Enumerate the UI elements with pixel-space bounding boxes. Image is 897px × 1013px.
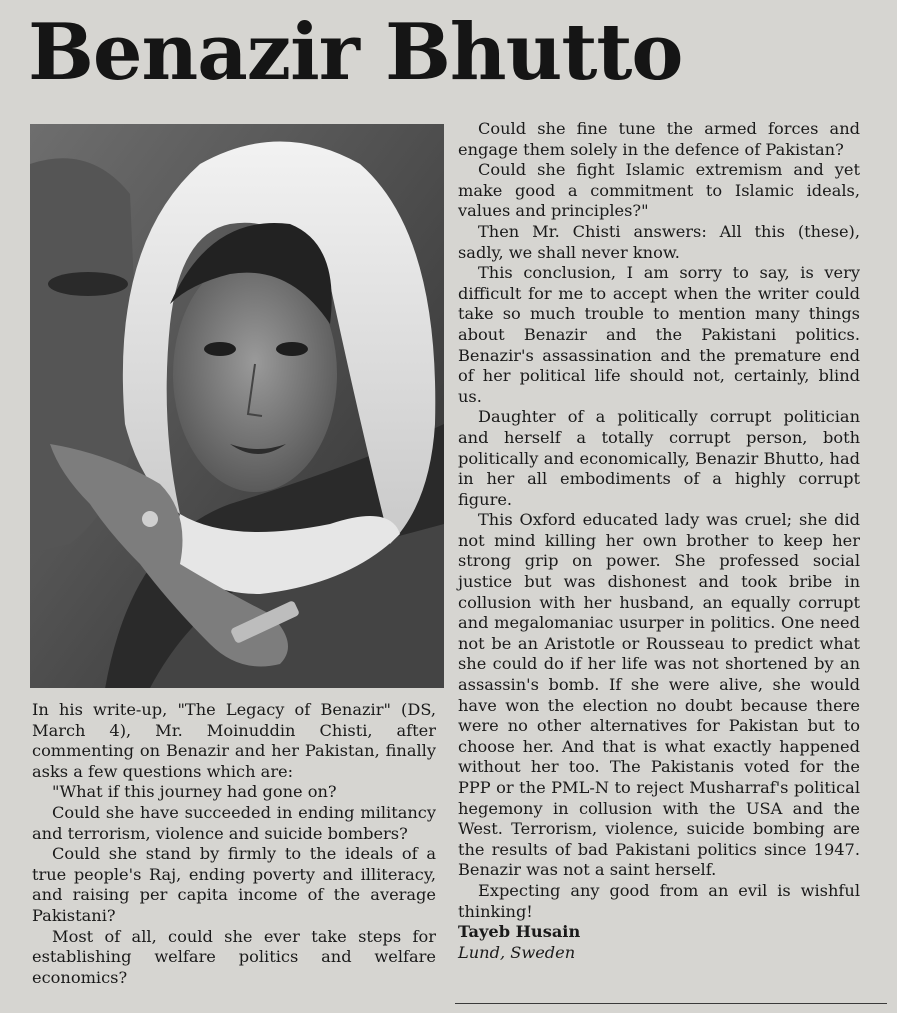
bottom-divider <box>455 1003 887 1004</box>
paragraph: Could she fine tune the armed forces and engage them solely in the defence of Pakistan? <box>458 119 860 159</box>
portrait-photo <box>30 124 444 688</box>
paragraph: This Oxford educated lady was cruel; she did not mind killing her own brother to keep her strong grip on power. She professed social justice but was dishonest and took bribe in collusion with her husband, an equally corrupt and megalomaniac usurper in politics. One need not be an Aristotle or Rousseau to predict what she could do if her life was not shortened by an assassin's bomb. If she were alive, she would have won the election no doubt because there were no other alternatives for Pakistan but to choose her. And that is what exactly happened without her too. The Pakistanis voted for the PPP or the PML-N to reject Musharraf's political hegemony in collusion with the USA and the West. Terrorism, violence, suicide bombing are the results of bad Pakistani politics since 1947. Benazir was not a saint herself. <box>458 510 860 880</box>
paragraph: Could she have succeeded in ending militancy and terrorism, violence and suicide bombers? <box>32 802 436 843</box>
paragraph: Could she fight Islamic extremism and yet make good a commitment to Islamic ideals, values and principles?" <box>458 160 860 221</box>
paragraph: In his write-up, "The Legacy of Benazir" (DS, March 4), Mr. Moinuddin Chisti, after commenting on Benazir and her Pakistan, finally asks a few questions which are: <box>32 700 436 781</box>
portrait-image <box>30 124 444 688</box>
paragraph: Then Mr. Chisti answers: All this (these), sadly, we shall never know. <box>458 221 860 262</box>
paragraph: Most of all, could she ever take steps for establishing welfare politics and welfare economics? <box>32 926 436 987</box>
right-column <box>458 119 860 963</box>
paragraph: Daughter of a politically corrupt politician and herself a totally corrupt person, both politically and economically, Benazir Bhutto, had in her all embodiments of a highly corrupt figure. <box>458 407 860 509</box>
paragraph: Could she stand by firmly to the ideals of a true people's Raj, ending poverty and illiteracy, and raising per capita income of the average Pakistani? <box>32 844 436 925</box>
paragraph: Expecting any good from an evil is wishful thinking! <box>458 880 860 921</box>
paragraph: This conclusion, I am sorry to say, is very difficult for me to accept when the writer could take so much trouble to mention many things about Benazir and the Pakistani politics. Benazir's assassination and the premature end of her political life should not, certainly, blind us. <box>458 263 860 406</box>
left-column <box>32 700 436 988</box>
author-location: Lund, Sweden <box>458 942 576 962</box>
paragraph: "What if this journey had gone on? <box>52 782 337 802</box>
author-name: Tayeb Husain <box>458 922 581 942</box>
headline: Benazir Bhutto <box>28 7 683 98</box>
